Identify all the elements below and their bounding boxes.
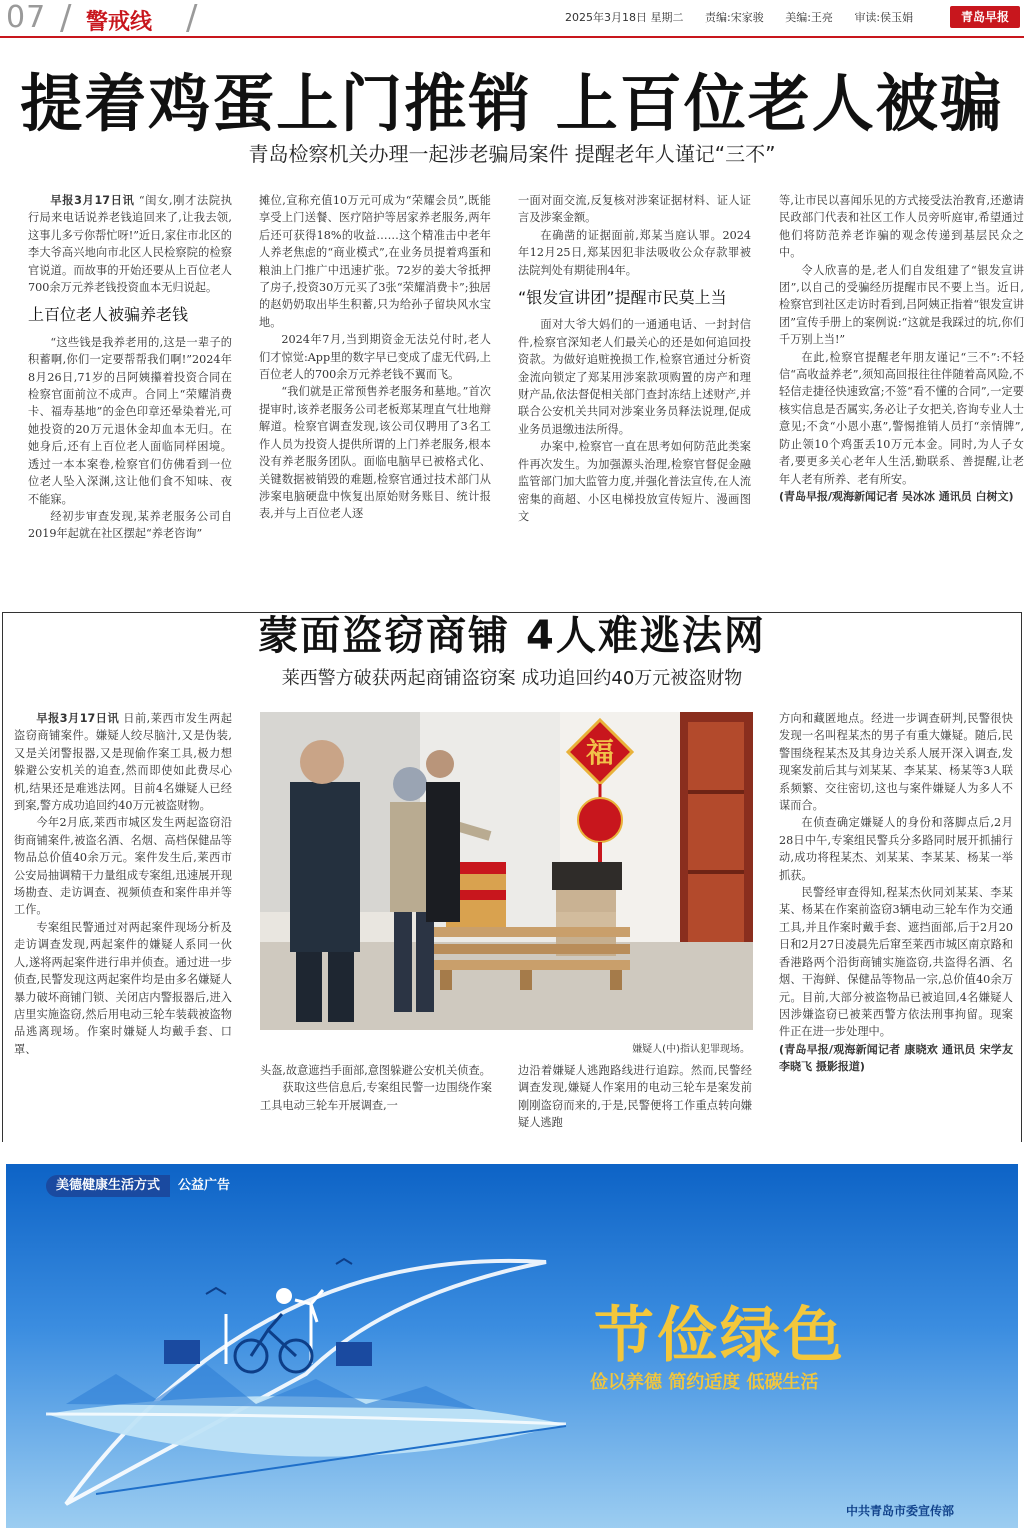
- photo-caption: 嫌疑人(中)指认犯罪现场。: [632, 1044, 750, 1055]
- article1-paragraph: 面对大爷大妈们的一通通电话、一封封信件,检察官深知老人们最关心的还是如何追回投资款。为做好追赃挽损工作,检察官通过分析资金流向锁定了郑某用涉案款项购置的房产和理财产品,依法督促相关部门查封冻结上述财产,并联合公安机关共同对涉案业务员释法说理,促成业务员退缴违法所得。: [518, 318, 751, 436]
- article2-column-3: [518, 1062, 752, 1136]
- article1-subheading-1: 上百位老人被骗养老钱: [28, 305, 189, 325]
- article2-paragraph: 专案组民警通过对两起案件现场分析及走访调查发现,两起案件的嫌疑人系同一伙人,遂将两起案件进行串并侦查。通过进一步侦查,民警发现这两起案件均是由多名嫌疑人暴力破坏商铺门锁、关闭店内警报器后,进入店里实施盗窃,然后用电动三轮车装载被盗物品逃离现场。作案时嫌疑人均戴手套、口罩、: [14, 920, 232, 1056]
- article2-column-2: [260, 1062, 492, 1136]
- article2-column-4: [779, 710, 1013, 1134]
- fu-character: 福: [585, 736, 615, 769]
- article2-column-1: [14, 710, 232, 1134]
- article1-paragraph: 在此,检察官提醒老年朋友谨记“三不”:不轻信“高收益养老”,须知高回报往往伴随着高风险,不轻信走捷径快速致富;不签“看不懂的合同”,一定要核实信息是否属实,务必让子女把关,咨询专业人士意见;不贪“小恩小惠”,警惕推销人员打“亲情牌”,防止领10个鸡蛋丢10万元本金。同时,为人子女者,要更多关心老年人生活,勤联系、善提醒,让老年人老有所养、老有所安。: [779, 350, 1024, 486]
- ad-tag-sub: 公益广告: [178, 1178, 231, 1193]
- article1-paragraph: “我们就是正常预售养老服务和墓地。”首次提审时,该养老服务公司老板郑某理直气壮地辩解道。检察官调查发现,该公司仅聘用了3名工作人员为投资人提供所谓的上门养老服务,根本没有养老服务团队。面临电脑早已被格式化、关键数据被销毁的难题,检察官通过技术部门从涉案电脑硬盘中恢复出原始财务账目、统计报表,并与上百位老人逐: [259, 385, 491, 521]
- ad-tag-main: 美德健康生活方式: [46, 1175, 170, 1197]
- article2-paragraph: 头盔,故意遮挡手面部,意图躲避公安机关侦查。: [260, 1064, 491, 1077]
- article1-paragraph: 摊位,宣称充值10万元可成为“荣耀会员”,既能享受上门送餐、医疗陪护等居家养老服务,两年后还可获得18%的收益……这个精准击中老年人养老焦虑的“商业模式”,在业务员提着鸡蛋和粮油上门推广中迅速扩张。72岁的姜大爷抵押了房子,投资30万元买了3张“荣耀消费卡”;独居的赵奶奶取出毕生积蓄,只为给孙子留块风水宝地。: [259, 194, 491, 329]
- leaf-illustration: [6, 1164, 1018, 1528]
- article2-paragraph: 今年2月底,莱西市城区发生两起盗窃沿街商铺案件,被盗名酒、名烟、高档保健品等物品总价值40余万元。案件发生后,莱西市公安局抽调精干力量组成专案组,迅速展开现场勘查、走访调查、视频侦查和案件串并等工作。: [14, 816, 232, 917]
- article1-paragraph: 在确凿的证据面前,郑某当庭认罪。2024年12月25日,郑某因犯非法吸收公众存款罪被法院判处有期徒刑4年。: [518, 228, 751, 277]
- article1-column-3: [518, 192, 751, 592]
- article1-paragraph: 等,让市民以喜闻乐见的方式接受法治教育,还邀请民政部门代表和社区工作人员旁听庭审,希望通过他们将防范养老诈骗的观念传递到基层民众之中。: [779, 194, 1024, 260]
- crime-scene-photo: [260, 712, 753, 1030]
- article1-paragraph: “闺女,刚才法院执行局来电话说养老钱追回来了,让我去领,这事儿多亏你帮忙呀!”近日,家住市北区的李大爷高兴地向市北区人民检察院的检察官说道。而故事的开始还要从上百位老人700余万元养老钱投资血本无归说起。: [28, 194, 232, 295]
- article2-dateline: 早报3月17日讯: [36, 712, 120, 725]
- article1-dateline: 早报3月17日讯: [50, 194, 135, 207]
- header-meta: [565, 9, 931, 25]
- article2-paragraph: 方向和藏匿地点。经进一步调查研判,民警很快发现一名叫程某杰的男子有重大嫌疑。随后,民警围绕程某杰及其身边关系人展开深入调查,发现案发前后其与刘某某、李某某、杨某等3人联系频繁、交往密切,这也与案件嫌疑人为多人不谋而合。: [779, 712, 1013, 813]
- article1-paragraph: 2024年7月,当到期资金无法兑付时,老人们才惊觉:App里的数字早已变成了虚无代码,上百位老人的700余万元养老钱不翼而飞。: [259, 333, 491, 382]
- section-name: 警戒线: [86, 10, 153, 35]
- article2-paragraph: 边沿着嫌疑人逃跑路线进行追踪。然而,民警经调查发现,嫌疑人作案用的电动三轮车是案发前刚刚盗窃而来的,于是,民警便将工作重点转向嫌疑人逃跑: [518, 1064, 752, 1130]
- editor-credit: 责编:宋家骏: [705, 11, 764, 24]
- article2-subtitle: 莱西警方破获两起商铺盗窃案 成功追回约40万元被盗财物: [281, 668, 743, 689]
- article1-paragraph: 一面对面交流,反复核对涉案证据材料、证人证言及涉案金额。: [518, 194, 751, 225]
- article1-byline: (青岛早报/观海新闻记者 吴冰冰 通讯员 白树文): [779, 489, 1014, 503]
- newspaper-logo: 青岛早报: [950, 6, 1020, 28]
- article1-column-4: [779, 192, 1024, 592]
- article1-paragraph: “这些钱是我养老用的,这是一辈子的积蓄啊,你们一定要帮帮我们啊!”2024年8月26日,71岁的吕阿姨攥着投资合同在检察官面前泣不成声。合同上“荣耀消费卡、福寿基地”的金色印章还晕染着光,可她投资的20万元退休金却血本无归。在她身后,还有上百位老人面临同样困境。透过一本本案卷,检察官们仿佛看到一位位老人坠入深渊,这让他们食不知味、夜不能寐。: [28, 335, 232, 506]
- page-number: 07: [6, 0, 47, 35]
- article1-subtitle: 青岛检察机关办理一起涉老骗局案件 提醒老年人谨记“三不”: [248, 142, 776, 166]
- article2-paragraph: 在侦查确定嫌疑人的身份和落脚点后,2月28日中午,专案组民警兵分多路同时展开抓捕行动,成功将程某杰、刘某某、李某某、杨某一举抓获。: [779, 816, 1013, 882]
- article1-paragraph: 办案中,检察官一直在思考如何防范此类案件再次发生。为加强源头治理,检察官督促金融监管部门加大监管力度,并强化普法宣传,在人流密集的商超、小区电梯投放宣传短片、漫画图文: [518, 440, 751, 523]
- header-slash: /: [186, 0, 198, 38]
- proofreader-credit: 审读:侯玉娟: [854, 11, 914, 24]
- article1-column-1: [28, 192, 232, 592]
- article2-byline: (青岛早报/观海新闻记者 康晓欢 通讯员 宋学友 李晓飞 摄影报道): [779, 1042, 1013, 1074]
- article2-title: [0, 604, 1024, 661]
- page-header: [0, 0, 1024, 38]
- article1-title: 提着鸡蛋上门推销 上百位老人被骗: [20, 67, 1004, 140]
- article1-paragraph: 令人欣喜的是,老人们自发组建了“银发宣讲团”,以自己的受骗经历提醒市民不要上当。近日,检察官到社区走访时看到,吕阿姨正指着“银发宣讲团”宣传手册上的案例说:“这就是我踩过的坑,你们千万别上当!”: [779, 263, 1024, 347]
- article1-column-2: [259, 192, 491, 592]
- ad-organization: 中共青岛市委宣传部: [846, 1504, 955, 1518]
- issue-date: 2025年3月18日 星期二: [565, 11, 684, 24]
- article2-title-text: 蒙面盗窃商铺 4人难逃法网: [248, 613, 776, 659]
- article1-subheading-2: “银发宣讲团”提醒市民莫上当: [518, 288, 727, 308]
- ad-title: 节俭绿色: [594, 1301, 846, 1371]
- article2-photo: [260, 712, 753, 1030]
- ad-slogan: 俭以养德 简约适度 低碳生活: [590, 1372, 819, 1393]
- designer-credit: 美编:王亮: [785, 11, 833, 24]
- article1-paragraph: 经初步审查发现,某养老服务公司自2019年起就在社区摆起“养老咨询”: [28, 509, 232, 541]
- article2-paragraph: 民警经审查得知,程某杰伙同刘某某、李某某、杨某在作案前盗窃3辆电动三轮车作为交通工具,并且作案时戴手套、遮挡面部,后于2月20日和2月27日凌晨先后窜至莱西市城区南京路和香港路两个沿街商铺实施盗窃,共盗得名酒、名烟、干海鲜、保健品等物品一宗,总价值40余万元。目前,大部分被盗物品已被追回,4名嫌疑人因涉嫌盗窃已被莱西警方依法刑事拘留。现案件正在进一步处理中。: [779, 886, 1013, 1039]
- article2-paragraph: 日前,莱西市发生两起盗窃商铺案件。嫌疑人绞尽脑汁,又是伪装,又是关闭警报器,又是现偷作案工具,极力想躲避公安机关的追查,然而即使如此费尽心机,结果还是难逃法网。目前4名嫌疑人已经到案,警方成功追回约40万元被盗财物。: [14, 712, 232, 813]
- article2-paragraph: 获取这些信息后,专案组民警一边围绕作案工具电动三轮车开展调查,一: [260, 1081, 492, 1112]
- header-slash: /: [60, 0, 72, 38]
- public-service-ad: [6, 1164, 1018, 1528]
